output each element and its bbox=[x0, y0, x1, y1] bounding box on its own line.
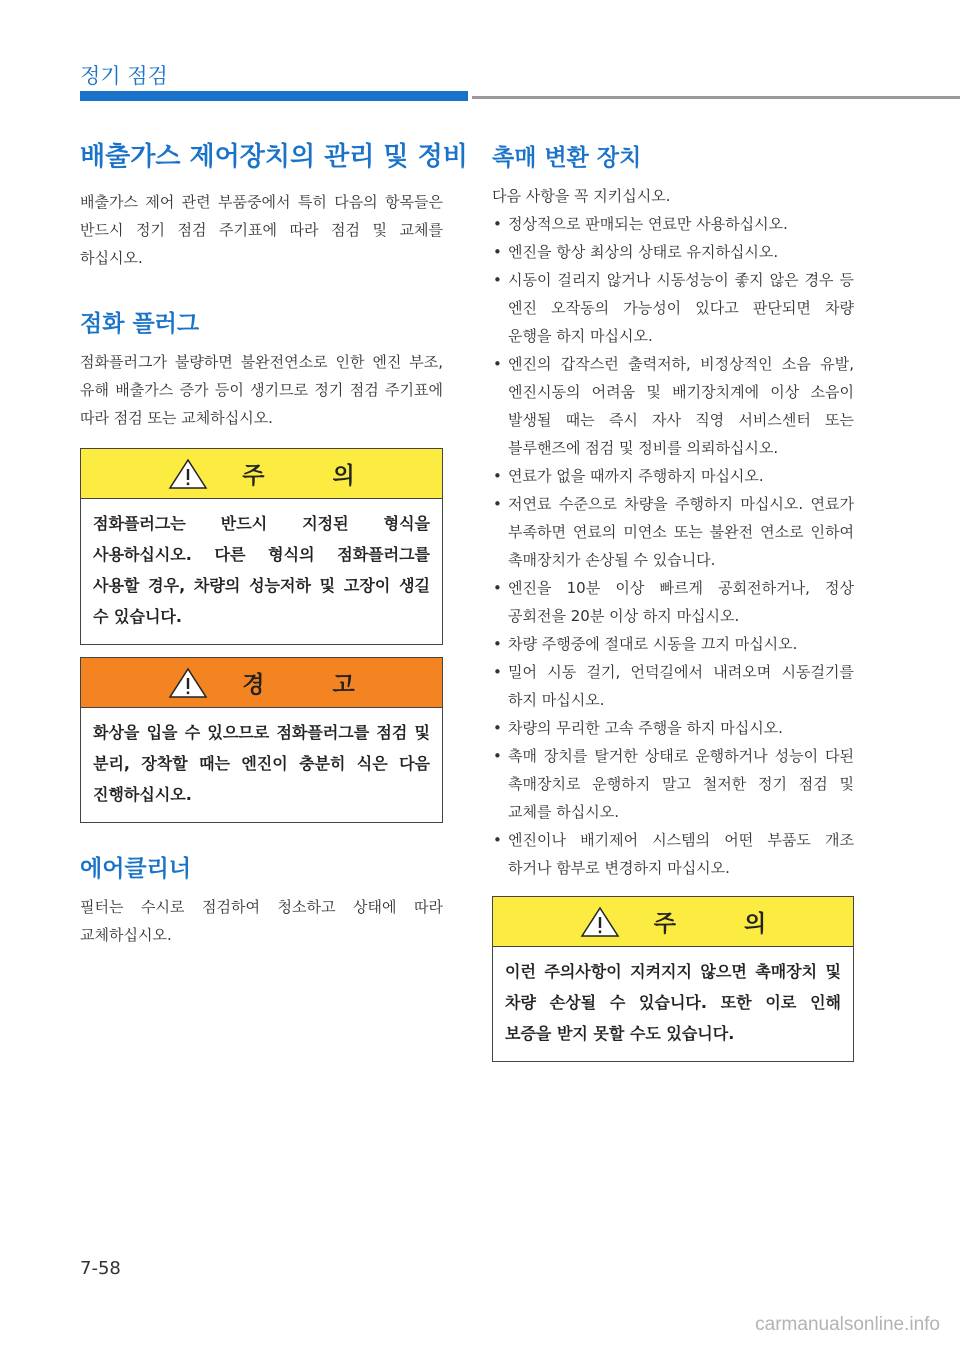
air-cleaner-paragraph: 필터는 수시로 점검하여 청소하고 상태에 따라 교체하십시오. bbox=[80, 898, 443, 944]
caution-label: 주 의 bbox=[242, 463, 385, 489]
caution-text: 점화플러그는 반드시 지정된 형식을 사용하십시오. 다른 형식의 점화플러그를 사용할 경우, 차량의 성능저하 및 고장이 생길 수 있습니다. bbox=[93, 514, 430, 626]
catalyst-intro: 다음 사항을 꼭 지키십시오. bbox=[492, 187, 671, 205]
list-item: • 엔진의 갑작스런 출력저하, 비정상적인 소음 유발, 엔진시동의 어려움 및 배기장치계에 이상 소음이 발생될 때는 즉시 자사 직영 서비스센터 또는 블루핸즈에 점검 및 정비를 의뢰하십시오. bbox=[492, 350, 854, 462]
air-cleaner-heading: 에어클리너 bbox=[80, 856, 192, 882]
list-item: • 엔진이나 배기제어 시스템의 어떤 부품도 개조 하거나 함부로 변경하지 마십시오. bbox=[492, 826, 854, 882]
warning-box-spark-plug bbox=[80, 657, 443, 823]
list-item: • 차량의 무리한 고속 주행을 하지 마십시오. bbox=[492, 714, 854, 742]
caution-box-spark-plug bbox=[80, 448, 443, 645]
watermark: carmanualsonline.info bbox=[755, 1314, 940, 1335]
catalyst-list bbox=[492, 210, 854, 882]
caution-box-catalyst bbox=[492, 896, 854, 1062]
spark-plug-paragraph: 점화플러그가 불량하면 불완전연소로 인한 엔진 부조, 유해 배출가스 증가 등이 생기므로 정기 점검 주기표에 따라 점검 또는 교체하십시오. bbox=[80, 353, 443, 427]
intro-paragraph: 배출가스 제어 관련 부품중에서 특히 다음의 항목들은 반드시 정기 점검 주기표에 따라 점검 및 교체를 하십시오. bbox=[80, 193, 443, 267]
spark-plug-heading: 점화 플러그 bbox=[80, 311, 200, 337]
warning-text: 화상을 입을 수 있으므로 점화플러그를 점검 및 분리, 장착할 때는 엔진이 충분히 식은 다음 진행하십시오. bbox=[93, 723, 430, 804]
main-title: 배출가스 제어장치의 관리 및 정비 bbox=[80, 142, 468, 172]
list-item: • 연료가 없을 때까지 주행하지 마십시오. bbox=[492, 462, 854, 490]
header-accent-bar bbox=[80, 91, 468, 101]
warning-triangle-icon bbox=[168, 458, 208, 490]
catalyst-heading: 촉매 변환 장치 bbox=[492, 145, 642, 171]
warning-label: 경 고 bbox=[242, 672, 385, 698]
list-item: • 밀어 시동 걸기, 언덕길에서 내려오며 시동걸기를 하지 마십시오. bbox=[492, 658, 854, 714]
right-column bbox=[492, 138, 854, 1062]
caution-header bbox=[493, 897, 853, 947]
caution-label: 주 의 bbox=[653, 911, 797, 937]
list-item: • 촉매 장치를 탈거한 상태로 운행하거나 성능이 다된 촉매장치로 운행하지 말고 철저한 정기 점검 및 교체를 하십시오. bbox=[492, 742, 854, 826]
warning-header bbox=[81, 658, 442, 708]
caution-header bbox=[81, 449, 442, 499]
page-number: 7-58 bbox=[80, 1258, 121, 1279]
list-item: • 엔진을 항상 최상의 상태로 유지하십시오. bbox=[492, 238, 854, 266]
left-column bbox=[80, 138, 468, 949]
list-item: • 시동이 걸리지 않거나 시동성능이 좋지 않은 경우 등 엔진 오작동의 가능성이 있다고 판단되면 차량 운행을 하지 마십시오. bbox=[492, 266, 854, 350]
warning-triangle-icon bbox=[168, 667, 208, 699]
list-item: • 저연료 수준으로 차량을 주행하지 마십시오. 연료가 부족하면 연료의 미연소 또는 불완전 연소로 인하여 촉매장치가 손상될 수 있습니다. bbox=[492, 490, 854, 574]
list-item: • 차량 주행중에 절대로 시동을 끄지 마십시오. bbox=[492, 630, 854, 658]
caution-text: 이런 주의사항이 지켜지지 않으면 촉매장치 및 차량 손상될 수 있습니다. 또한 이로 인해 보증을 받지 못할 수도 있습니다. bbox=[505, 962, 841, 1043]
section-title: 정기 점검 bbox=[80, 64, 168, 88]
header-rule bbox=[472, 96, 960, 99]
warning-triangle-icon bbox=[580, 906, 620, 938]
list-item: • 정상적으로 판매되는 연료만 사용하십시오. bbox=[492, 210, 854, 238]
list-item: • 엔진을 10분 이상 빠르게 공회전하거나, 정상 공회전을 20분 이상 하지 마십시오. bbox=[492, 574, 854, 630]
